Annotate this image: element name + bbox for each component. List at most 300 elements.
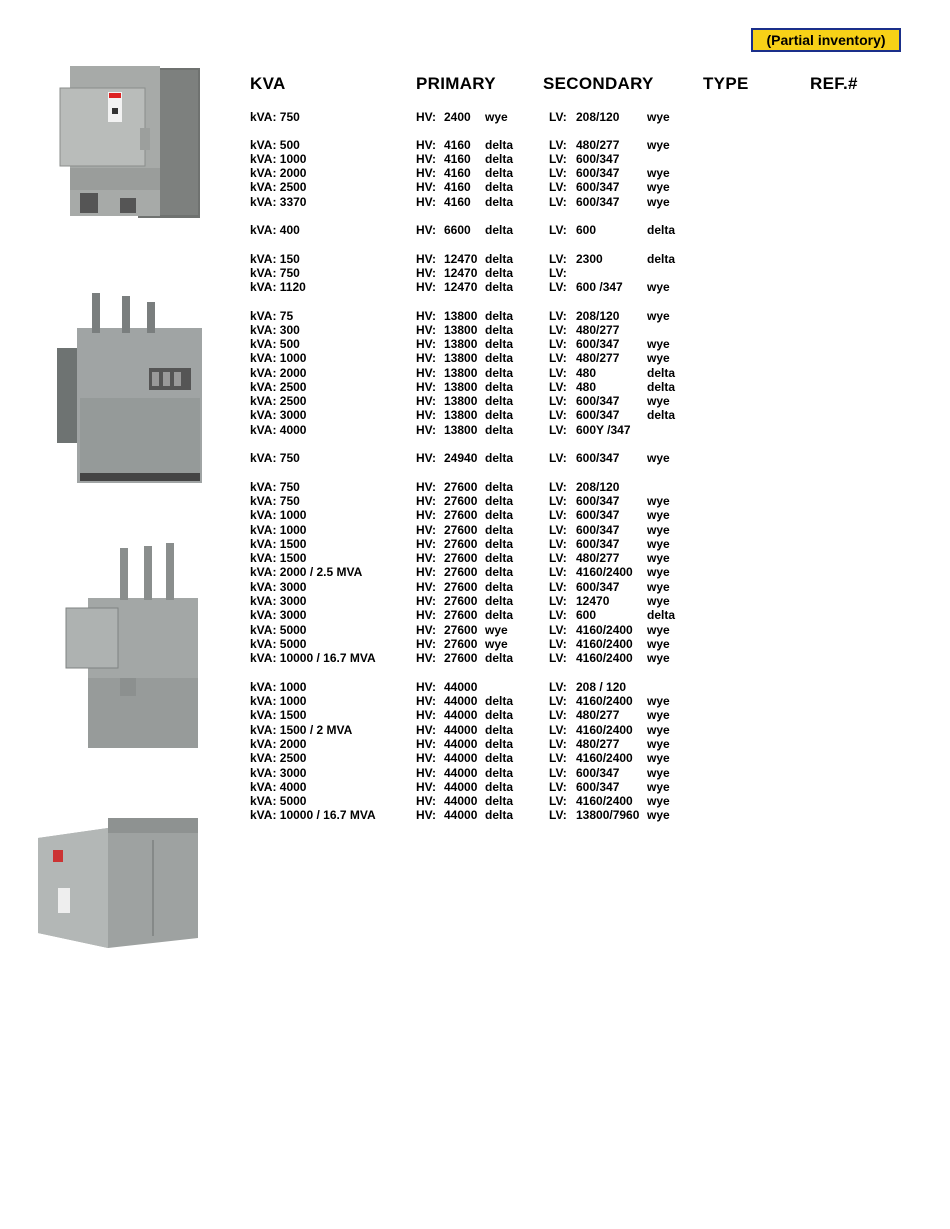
kva-value: kVA: 1000 [250,523,307,537]
lv-connection: delta [647,380,676,394]
hv-voltage: 13800 [444,380,478,394]
kva-value: kVA: 1000 [250,680,307,694]
kva-value: kVA: 2000 [250,366,307,380]
lv-connection: wye [647,523,670,537]
hv-connection: delta [485,266,514,280]
kva-value: kVA: 750 [250,110,300,124]
lv-label: LV: [549,252,567,266]
lv-label: LV: [549,780,567,794]
kva-value: kVA: 500 [250,337,300,351]
lv-label: LV: [549,223,567,237]
lv-voltage: 600 /347 [576,280,623,294]
hv-label: HV: [416,723,437,737]
hv-label: HV: [416,708,437,722]
hv-voltage: 27600 [444,651,478,665]
lv-voltage: 480 [576,366,597,380]
hv-connection: delta [485,723,514,737]
hv-voltage: 13800 [444,337,478,351]
hv-connection: delta [485,766,514,780]
kva-value: kVA: 2000 / 2.5 MVA [250,565,363,579]
lv-label: LV: [549,408,567,422]
hv-label: HV: [416,480,437,494]
lv-label: LV: [549,565,567,579]
hv-voltage: 4160 [444,195,471,209]
lv-label: LV: [549,623,567,637]
lv-connection: wye [647,808,670,822]
hv-label: HV: [416,166,437,180]
lv-connection: wye [647,623,670,637]
lv-voltage: 600/347 [576,537,620,551]
lv-label: LV: [549,110,567,124]
hv-label: HV: [416,780,437,794]
hv-voltage: 2400 [444,110,471,124]
hv-label: HV: [416,309,437,323]
lv-voltage: 480/277 [576,138,620,152]
kva-value: kVA: 1500 / 2 MVA [250,723,353,737]
hv-label: HV: [416,637,437,651]
hv-voltage: 27600 [444,523,478,537]
lv-label: LV: [549,608,567,622]
lv-voltage: 480/277 [576,708,620,722]
hv-label: HV: [416,551,437,565]
lv-label: LV: [549,708,567,722]
kva-value: kVA: 10000 / 16.7 MVA [250,808,376,822]
hv-label: HV: [416,523,437,537]
lv-connection: wye [647,694,670,708]
kva-value: kVA: 2000 [250,737,307,751]
lv-label: LV: [549,694,567,708]
kva-value: kVA: 10000 / 16.7 MVA [250,651,376,665]
lv-label: LV: [549,180,567,194]
hv-label: HV: [416,680,437,694]
lv-voltage: 4160/2400 [576,751,633,765]
hv-voltage: 27600 [444,537,478,551]
lv-voltage: 600/347 [576,523,620,537]
lv-voltage: 600/347 [576,766,620,780]
lv-voltage: 600Y /347 [576,423,631,437]
hv-voltage: 44000 [444,751,478,765]
hv-connection: delta [485,780,514,794]
kva-value: kVA: 1000 [250,508,307,522]
hv-voltage: 44000 [444,766,478,780]
kva-value: kVA: 150 [250,252,300,266]
hv-connection: delta [485,252,514,266]
hv-voltage: 27600 [444,637,478,651]
hv-connection: delta [485,408,514,422]
header-type: TYPE [703,74,749,93]
lv-connection: wye [647,138,670,152]
hv-label: HV: [416,594,437,608]
hv-connection: delta [485,152,514,166]
lv-connection: wye [647,508,670,522]
hv-connection: delta [485,708,514,722]
hv-voltage: 44000 [444,794,478,808]
hv-label: HV: [416,252,437,266]
kva-value: kVA: 3370 [250,195,307,209]
hv-voltage: 4160 [444,138,471,152]
hv-voltage: 27600 [444,623,478,637]
hv-label: HV: [416,380,437,394]
hv-connection: delta [485,323,514,337]
hv-label: HV: [416,394,437,408]
kva-value: kVA: 2500 [250,180,307,194]
hv-label: HV: [416,494,437,508]
hv-label: HV: [416,366,437,380]
partial-inventory-badge: (Partial inventory) [751,28,901,52]
hv-voltage: 12470 [444,266,478,280]
hv-connection: delta [485,580,514,594]
hv-label: HV: [416,794,437,808]
hv-voltage: 27600 [444,494,478,508]
lv-connection: wye [647,737,670,751]
hv-connection: delta [485,366,514,380]
lv-label: LV: [549,195,567,209]
lv-connection: delta [647,408,676,422]
lv-voltage: 600/347 [576,195,620,209]
lv-label: LV: [549,394,567,408]
lv-voltage: 600/347 [576,508,620,522]
hv-connection: delta [485,694,514,708]
lv-voltage: 600/347 [576,451,620,465]
lv-label: LV: [549,323,567,337]
lv-voltage: 4160/2400 [576,794,633,808]
hv-label: HV: [416,508,437,522]
hv-label: HV: [416,280,437,294]
hv-voltage: 44000 [444,708,478,722]
hv-label: HV: [416,565,437,579]
lv-voltage: 600/347 [576,394,620,408]
hv-voltage: 27600 [444,480,478,494]
kva-value: kVA: 750 [250,451,300,465]
hv-label: HV: [416,266,437,280]
kva-value: kVA: 2500 [250,751,307,765]
hv-voltage: 13800 [444,394,478,408]
kva-value: kVA: 750 [250,480,300,494]
hv-label: HV: [416,737,437,751]
hv-label: HV: [416,408,437,422]
hv-connection: wye [485,110,508,124]
kva-value: kVA: 1000 [250,152,307,166]
lv-connection: wye [647,110,670,124]
lv-connection: wye [647,594,670,608]
hv-connection: delta [485,309,514,323]
lv-voltage: 600/347 [576,166,620,180]
lv-voltage: 4160/2400 [576,694,633,708]
lv-label: LV: [549,637,567,651]
transformer-photo-4 [28,808,208,953]
hv-voltage: 6600 [444,223,471,237]
lv-label: LV: [549,152,567,166]
hv-connection: delta [485,394,514,408]
lv-label: LV: [549,480,567,494]
hv-label: HV: [416,351,437,365]
lv-voltage: 13800/7960 [576,808,640,822]
lv-connection: wye [647,708,670,722]
hv-connection: wye [485,623,508,637]
hv-connection: delta [485,166,514,180]
header-kva: KVA [250,74,286,93]
lv-label: LV: [549,808,567,822]
lv-connection: wye [647,451,670,465]
transformer-photo-3 [58,538,213,753]
hv-label: HV: [416,580,437,594]
lv-label: LV: [549,580,567,594]
kva-value: kVA: 750 [250,494,300,508]
hv-voltage: 44000 [444,680,478,694]
lv-label: LV: [549,380,567,394]
kva-value: kVA: 4000 [250,423,307,437]
lv-connection: delta [647,608,676,622]
hv-voltage: 24940 [444,451,478,465]
hv-label: HV: [416,451,437,465]
lv-connection: wye [647,351,670,365]
lv-connection: wye [647,337,670,351]
lv-label: LV: [549,280,567,294]
lv-label: LV: [549,794,567,808]
lv-voltage: 600/347 [576,408,620,422]
hv-label: HV: [416,337,437,351]
lv-label: LV: [549,508,567,522]
hv-connection: delta [485,195,514,209]
kva-value: kVA: 3000 [250,408,307,422]
lv-connection: wye [647,766,670,780]
lv-label: LV: [549,451,567,465]
lv-label: LV: [549,266,567,280]
lv-label: LV: [549,337,567,351]
lv-voltage: 2300 [576,252,603,266]
hv-label: HV: [416,537,437,551]
kva-value: kVA: 3000 [250,608,307,622]
hv-connection: delta [485,180,514,194]
hv-connection: delta [485,608,514,622]
hv-connection: delta [485,451,514,465]
lv-voltage: 480 [576,380,597,394]
lv-connection: wye [647,166,670,180]
hv-connection: delta [485,223,514,237]
hv-voltage: 13800 [444,351,478,365]
lv-voltage: 600/347 [576,580,620,594]
lv-label: LV: [549,351,567,365]
lv-connection: wye [647,309,670,323]
transformer-photo-2 [52,288,212,488]
lv-voltage: 600 [576,608,597,622]
hv-connection: delta [485,351,514,365]
lv-voltage: 600/347 [576,337,620,351]
hv-label: HV: [416,323,437,337]
lv-connection: delta [647,252,676,266]
lv-label: LV: [549,166,567,180]
lv-connection: wye [647,537,670,551]
hv-voltage: 13800 [444,323,478,337]
kva-value: kVA: 5000 [250,637,307,651]
lv-connection: wye [647,580,670,594]
hv-label: HV: [416,152,437,166]
hv-voltage: 13800 [444,366,478,380]
hv-label: HV: [416,423,437,437]
hv-voltage: 4160 [444,152,471,166]
lv-voltage: 12470 [576,594,610,608]
hv-connection: delta [485,337,514,351]
kva-value: kVA: 3000 [250,594,307,608]
lv-label: LV: [549,651,567,665]
lv-label: LV: [549,551,567,565]
kva-value: kVA: 5000 [250,794,307,808]
header-primary: PRIMARY [416,74,496,93]
lv-label: LV: [549,523,567,537]
kva-value: kVA: 500 [250,138,300,152]
kva-value: kVA: 3000 [250,766,307,780]
hv-connection: delta [485,737,514,751]
hv-voltage: 27600 [444,608,478,622]
lv-label: LV: [549,766,567,780]
hv-voltage: 44000 [444,737,478,751]
kva-value: kVA: 1500 [250,551,307,565]
kva-value: kVA: 1000 [250,694,307,708]
hv-connection: delta [485,380,514,394]
hv-voltage: 13800 [444,309,478,323]
lv-voltage: 208/120 [576,480,620,494]
hv-label: HV: [416,751,437,765]
lv-connection: wye [647,565,670,579]
hv-connection: delta [485,565,514,579]
hv-voltage: 12470 [444,252,478,266]
hv-voltage: 27600 [444,551,478,565]
lv-label: LV: [549,594,567,608]
lv-connection: wye [647,794,670,808]
lv-voltage: 600/347 [576,180,620,194]
lv-connection: wye [647,751,670,765]
kva-value: kVA: 400 [250,223,300,237]
lv-voltage: 4160/2400 [576,637,633,651]
hv-label: HV: [416,110,437,124]
lv-voltage: 4160/2400 [576,565,633,579]
hv-voltage: 44000 [444,694,478,708]
lv-voltage: 208/120 [576,110,620,124]
hv-label: HV: [416,623,437,637]
hv-connection: delta [485,523,514,537]
hv-connection: delta [485,423,514,437]
hv-connection: delta [485,494,514,508]
lv-voltage: 208/120 [576,309,620,323]
hv-label: HV: [416,608,437,622]
kva-value: kVA: 2500 [250,380,307,394]
kva-value: kVA: 1000 [250,351,307,365]
lv-label: LV: [549,537,567,551]
lv-label: LV: [549,680,567,694]
hv-label: HV: [416,180,437,194]
lv-connection: delta [647,223,676,237]
lv-label: LV: [549,723,567,737]
hv-label: HV: [416,138,437,152]
kva-value: kVA: 1500 [250,537,307,551]
hv-voltage: 13800 [444,408,478,422]
lv-connection: wye [647,723,670,737]
lv-voltage: 480/277 [576,551,620,565]
hv-connection: delta [485,537,514,551]
lv-connection: wye [647,394,670,408]
hv-voltage: 13800 [444,423,478,437]
lv-connection: wye [647,551,670,565]
lv-connection: wye [647,780,670,794]
kva-value: kVA: 750 [250,266,300,280]
kva-value: kVA: 5000 [250,623,307,637]
hv-connection: delta [485,794,514,808]
lv-connection: wye [647,180,670,194]
hv-connection: delta [485,751,514,765]
kva-value: kVA: 2500 [250,394,307,408]
lv-label: LV: [549,423,567,437]
lv-label: LV: [549,309,567,323]
lv-label: LV: [549,737,567,751]
hv-connection: delta [485,280,514,294]
lv-label: LV: [549,494,567,508]
hv-connection: delta [485,651,514,665]
lv-voltage: 208 / 120 [576,680,627,694]
lv-connection: wye [647,195,670,209]
hv-label: HV: [416,766,437,780]
kva-value: kVA: 1120 [250,280,306,294]
lv-voltage: 4160/2400 [576,723,633,737]
hv-voltage: 4160 [444,166,471,180]
kva-value: kVA: 4000 [250,780,307,794]
lv-label: LV: [549,751,567,765]
lv-voltage: 4160/2400 [576,651,633,665]
hv-connection: delta [485,508,514,522]
lv-connection: delta [647,366,676,380]
hv-voltage: 44000 [444,808,478,822]
kva-value: kVA: 75 [250,309,294,323]
hv-voltage: 27600 [444,508,478,522]
lv-voltage: 600/347 [576,152,620,166]
transformer-photo-1 [50,58,210,223]
lv-voltage: 600 [576,223,597,237]
kva-value: kVA: 3000 [250,580,307,594]
lv-connection: wye [647,280,670,294]
kva-value: kVA: 2000 [250,166,307,180]
hv-label: HV: [416,808,437,822]
lv-voltage: 4160/2400 [576,623,633,637]
lv-connection: wye [647,651,670,665]
hv-voltage: 27600 [444,565,478,579]
hv-label: HV: [416,223,437,237]
lv-voltage: 480/277 [576,737,620,751]
hv-voltage: 44000 [444,780,478,794]
lv-label: LV: [549,138,567,152]
hv-connection: delta [485,594,514,608]
kva-value: kVA: 1500 [250,708,307,722]
hv-connection: delta [485,138,514,152]
lv-voltage: 600/347 [576,780,620,794]
lv-voltage: 480/277 [576,351,620,365]
hv-connection: delta [485,480,514,494]
lv-voltage: 600/347 [576,494,620,508]
hv-voltage: 4160 [444,180,471,194]
lv-voltage: 480/277 [576,323,620,337]
hv-voltage: 27600 [444,594,478,608]
header-secondary: SECONDARY [543,74,654,93]
hv-label: HV: [416,694,437,708]
hv-connection: delta [485,808,514,822]
lv-label: LV: [549,366,567,380]
header-ref: REF.# [810,74,858,93]
hv-voltage: 27600 [444,580,478,594]
hv-voltage: 44000 [444,723,478,737]
hv-connection: delta [485,551,514,565]
hv-voltage: 12470 [444,280,478,294]
hv-connection: wye [485,637,508,651]
lv-connection: wye [647,637,670,651]
lv-connection: wye [647,494,670,508]
